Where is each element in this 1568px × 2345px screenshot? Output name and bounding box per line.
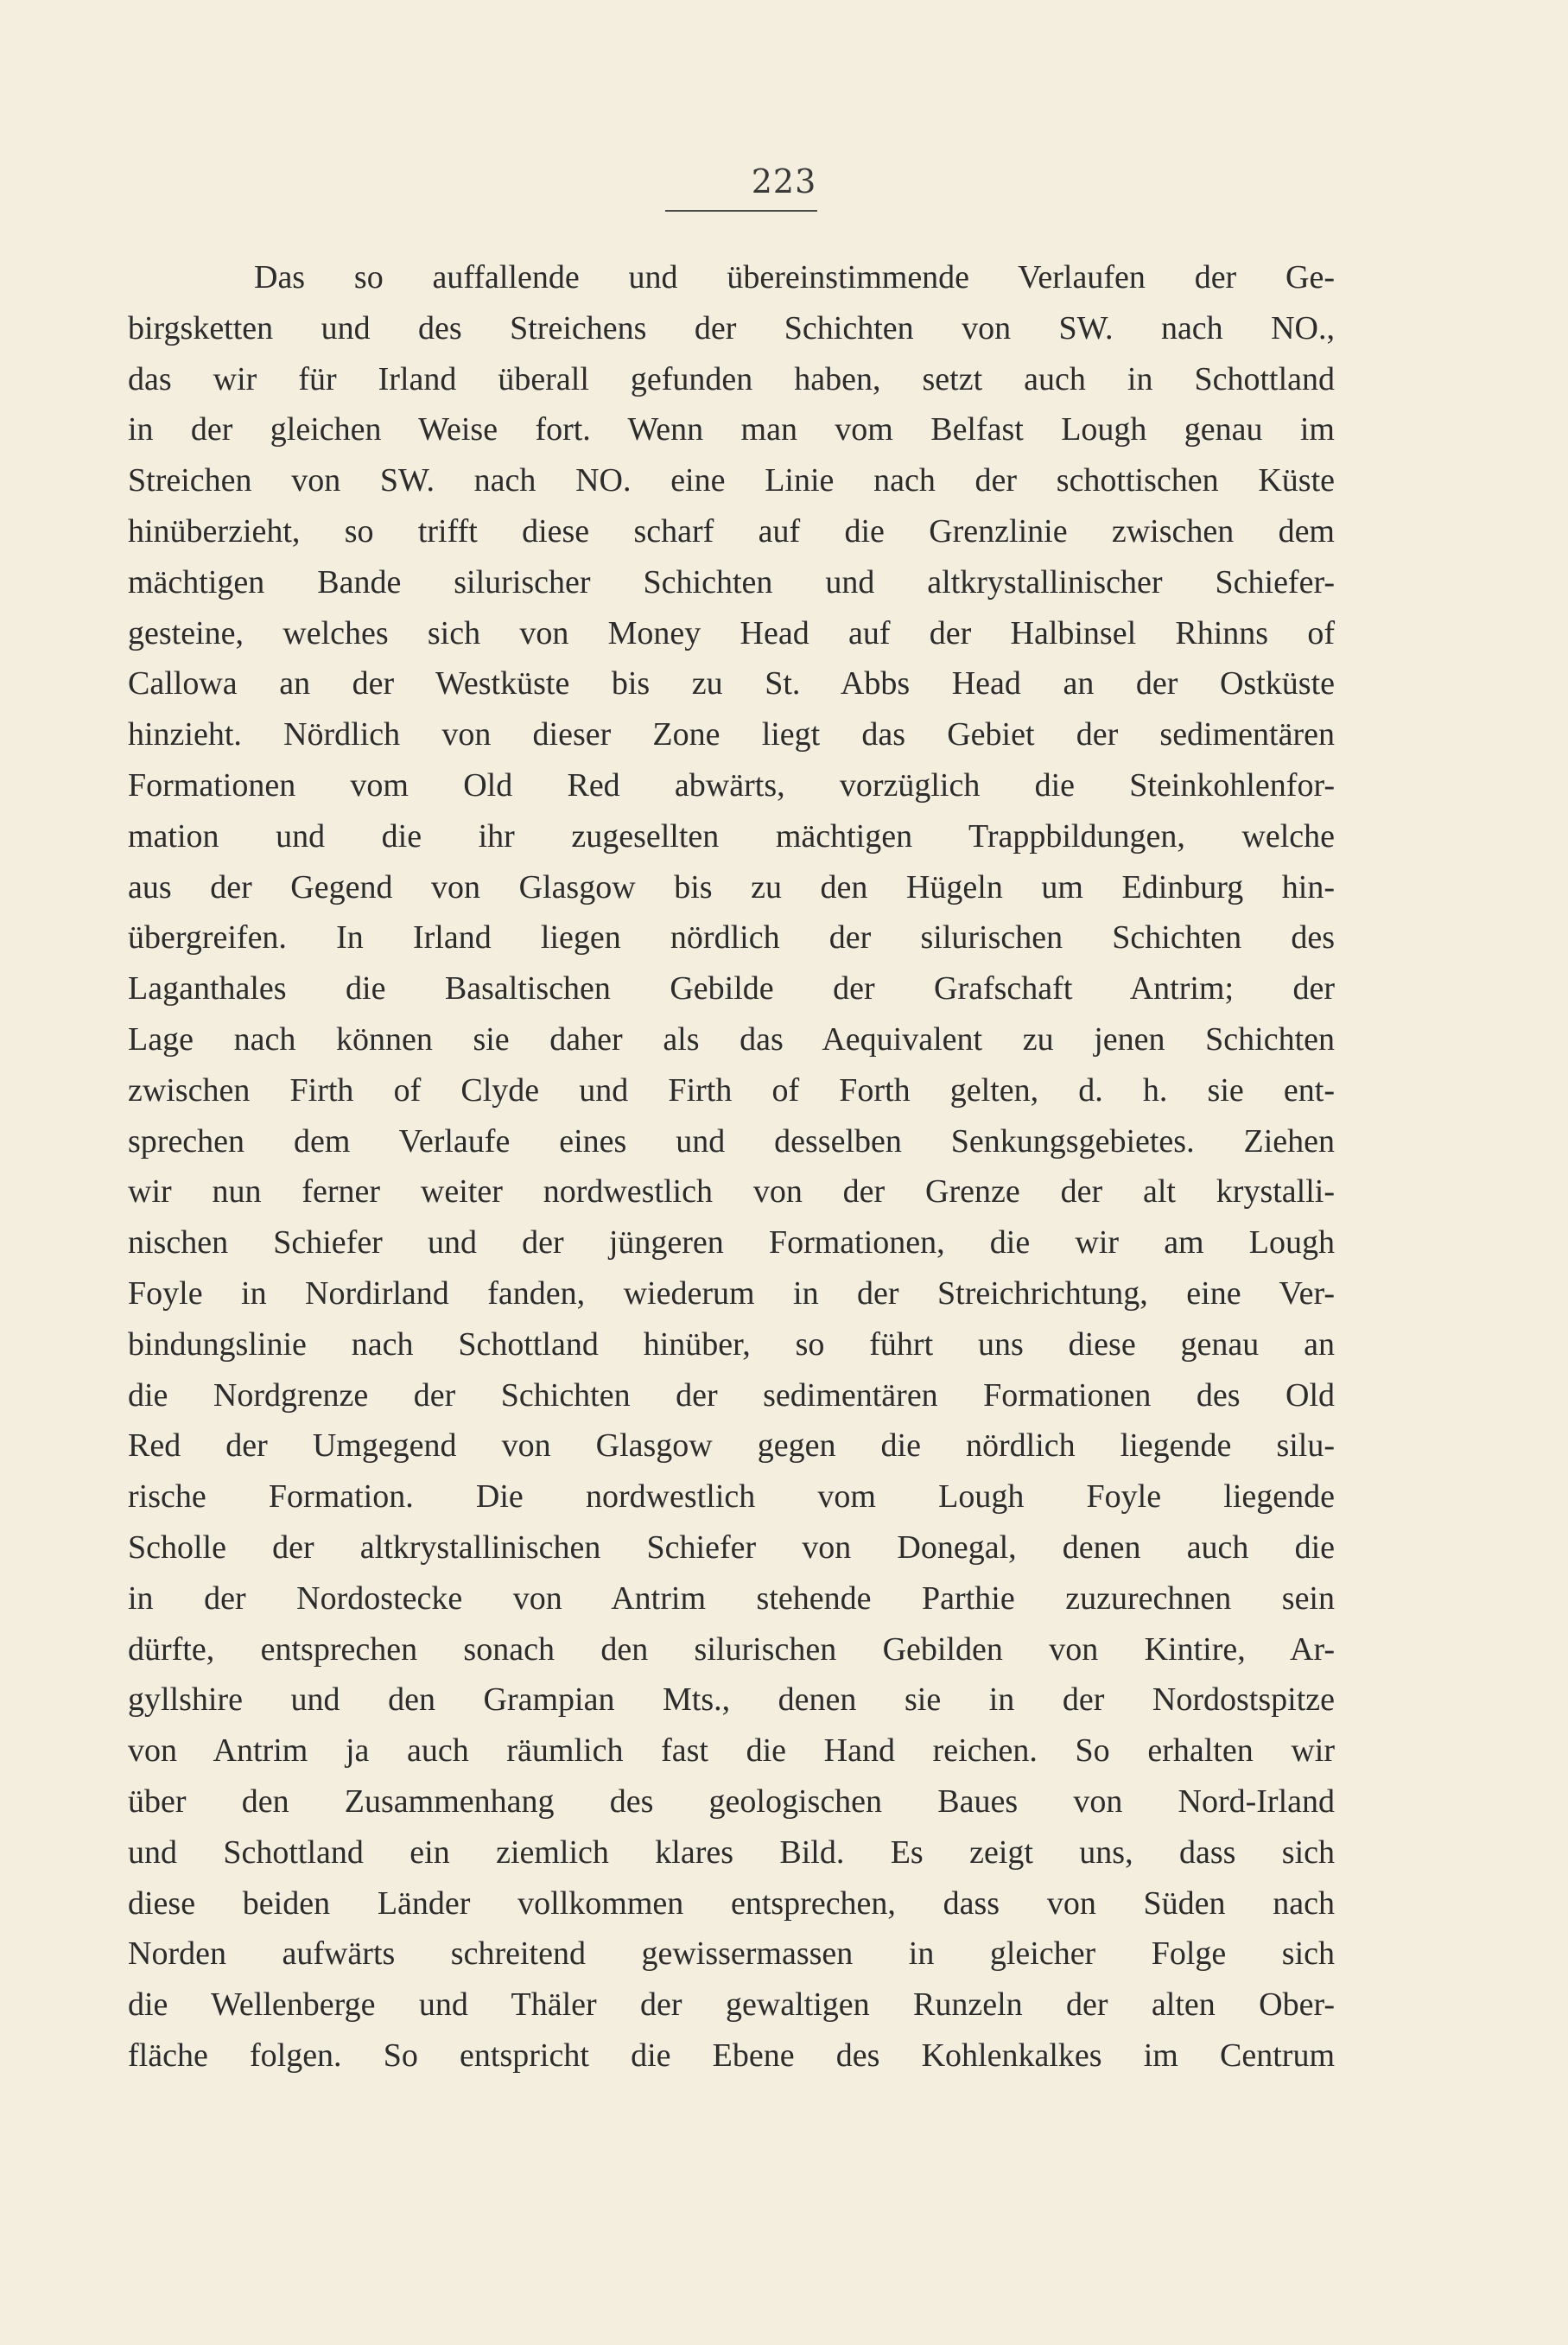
text-line: Callowa an der Westküste bis zu St. Abbs Head an der Ostküste: [128, 665, 1335, 702]
text-line: und Schottland ein ziemlich klares Bild. Es zeigt uns, dass sich: [128, 1833, 1335, 1871]
text-line: sprechen dem Verlaufe eines und desselben Senkungsgebietes. Ziehen: [128, 1122, 1335, 1160]
text-line: das wir für Irland überall gefunden haben, setzt auch in Schottland: [128, 360, 1335, 397]
text-line: die Wellenberge und Thäler der gewaltigen Runzeln der alten Ober-: [128, 1986, 1335, 2024]
text-line: diese beiden Länder vollkommen entsprechen, dass von Süden nach: [128, 1884, 1335, 1922]
text-line: gyllshire und den Grampian Mts., denen sie in der Nordostspitze: [128, 1681, 1335, 1719]
text-line: gesteine, welches sich von Money Head auf der Halbinsel Rhinns of: [128, 614, 1335, 651]
text-line: in der gleichen Weise fort. Wenn man vom Belfast Lough genau im: [128, 411, 1335, 448]
text-line: dürfte, entsprechen sonach den silurischen Gebilden von Kintire, Ar-: [128, 1630, 1335, 1668]
text-line: von Antrim ja auch räumlich fast die Hand reichen. So erhalten wir: [128, 1732, 1335, 1770]
text-line: zwischen Firth of Clyde und Firth of Forth gelten, d. h. sie ent-: [128, 1071, 1335, 1109]
text-line: Norden aufwärts schreitend gewissermassen in gleicher Folge sich: [128, 1935, 1335, 1973]
text-line: die Nordgrenze der Schichten der sedimentären Formationen des Old: [128, 1376, 1335, 1414]
text-line: bindungslinie nach Schottland hinüber, so führt uns diese genau an: [128, 1325, 1335, 1363]
text-line: aus der Gegend von Glasgow bis zu den Hügeln um Edinburg hin-: [128, 868, 1335, 906]
page-number-rule: [665, 210, 817, 212]
text-line: über den Zusammenhang des geologischen Baues von Nord-Irland: [128, 1783, 1335, 1820]
text-line: Foyle in Nordirland fanden, wiederum in der Streichrichtung, eine Ver-: [128, 1275, 1335, 1312]
text-line: Lage nach können sie daher als das Aequivalent zu jenen Schichten: [128, 1021, 1335, 1058]
text-line: in der Nordostecke von Antrim stehende Parthie zuzurechnen sein: [128, 1579, 1335, 1617]
text-line: hinüberzieht, so trifft diese scharf auf die Grenzlinie zwischen dem: [128, 513, 1335, 550]
text-line: Red der Umgegend von Glasgow gegen die nördlich liegende silu-: [128, 1427, 1335, 1465]
text-line: rische Formation. Die nordwestlich vom Lough Foyle liegende: [128, 1478, 1335, 1516]
text-line: fläche folgen. So entspricht die Ebene des Kohlenkalkes im Centrum: [128, 2037, 1335, 2074]
text-line: birgsketten und des Streichens der Schichten von SW. nach NO.,: [128, 309, 1335, 346]
text-line: übergreifen. In Irland liegen nördlich der silurischen Schichten des: [128, 919, 1335, 956]
text-line: mation und die ihr zugesellten mächtigen Trappbildungen, welche: [128, 817, 1335, 855]
page-number: 223: [751, 162, 817, 200]
text-line: mächtigen Bande silurischer Schichten und altkrystallinischer Schiefer-: [128, 563, 1335, 601]
text-line: Scholle der altkrystallinischen Schiefer von Donegal, denen auch die: [128, 1529, 1335, 1566]
text-line: hinzieht. Nördlich von dieser Zone liegt das Gebiet der sedimentären: [128, 716, 1335, 753]
text-line: Streichen von SW. nach NO. eine Linie nach der schottischen Küste: [128, 462, 1335, 499]
text-line: wir nun ferner weiter nordwestlich von der Grenze der alt krystalli-: [128, 1173, 1335, 1211]
text-line: Das so auffallende und übereinstimmende Verlaufen der Ge-: [254, 259, 1335, 296]
text-line: Formationen vom Old Red abwärts, vorzüglich die Steinkohlenfor-: [128, 767, 1335, 804]
text-line: Laganthales die Basaltischen Gebilde der Grafschaft Antrim; der: [128, 970, 1335, 1007]
text-line: nischen Schiefer und der jüngeren Formationen, die wir am Lough: [128, 1224, 1335, 1261]
